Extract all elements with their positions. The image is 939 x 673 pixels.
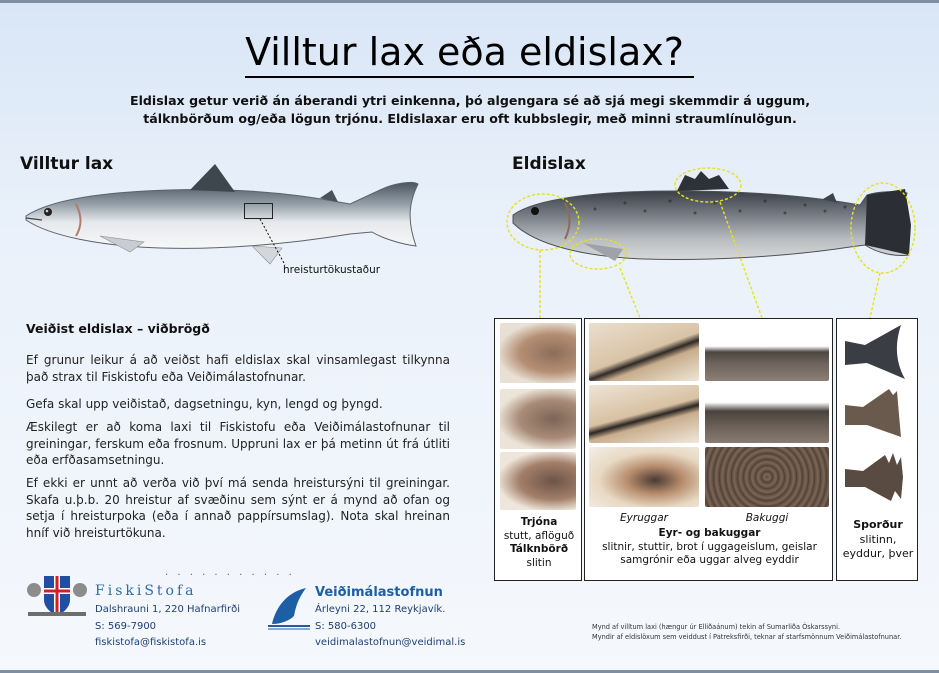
photo-credit-1: Mynd af villtum laxi (hængur úr Elliðaánum) tekin af Sumarliða Óskarssyni. xyxy=(592,623,841,631)
pectoral-fin-photo-1 xyxy=(589,323,699,381)
wild-salmon-label: Villtur lax xyxy=(20,154,114,174)
photo-credit-2: Myndir af eldislöxum sem veiddust í Patreksfirði, teknar af starfsmönnum Veiðimálastofnunar. xyxy=(592,632,902,641)
fiskistofa-address: Dalshrauni 1, 220 Hafnarfirði xyxy=(95,604,241,615)
response-paragraph-1: Ef grunur leikur á að veiðst hafi eldislax skal vinsamlegast tilkynna það strax til Fiskistofu eða Veiðimálastofnunar. xyxy=(26,353,450,384)
snout-caption: Trjóna stutt, aflöguð Tálknbörð slitin xyxy=(503,516,575,569)
fiskistofa-contact xyxy=(95,603,240,650)
decorative-dots: · · · · · · · · · · · xyxy=(165,570,295,581)
photo-credits xyxy=(592,623,901,642)
pectoral-fin-label: Eyruggar xyxy=(620,512,668,524)
page-title: Villtur lax eða eldislax? xyxy=(0,30,939,74)
response-paragraph-4: Ef ekki er unnt að verða við því má senda hreistursýni til greiningar. Skafa u.þ.b. 20 hreistur af svæðinu sem sýnt er á mynd að ofan og setja í hreisturpoka (eða í annað pappírsumslag). Nota skal hreinan hníf við hreisturtökuna. xyxy=(26,476,450,540)
dorsal-fin-photo-3 xyxy=(705,447,829,507)
snout-photo-2 xyxy=(500,389,576,449)
fins-caption: Eyr- og bakuggar slitnir, stuttir, brot í uggageislum, geislar samgrónir eða uggar alveg eyddir xyxy=(602,527,817,566)
response-heading: Veiðist eldislax – viðbrögð xyxy=(26,321,210,336)
farmed-salmon-label: Eldislax xyxy=(512,154,586,174)
tail-photo-2 xyxy=(845,385,911,443)
response-paragraph-2: Gefa skal upp veiðistað, dagsetningu, kyn, lengd og þyngd. xyxy=(26,397,383,411)
snout-photo-1 xyxy=(500,323,576,383)
veidimalastofnun-contact xyxy=(315,603,465,650)
veidimalastofnun-phone: S: 580-6300 xyxy=(315,620,377,632)
snout-photo-3 xyxy=(500,452,576,510)
veidimalastofnun-email: veidimalastofnun@veidimal.is xyxy=(315,637,466,648)
fiskistofa-phone: S: 569-7900 xyxy=(95,620,157,632)
pectoral-fin-photo-3 xyxy=(589,447,699,507)
fins-panel xyxy=(584,318,833,581)
dorsal-fin-photo-2 xyxy=(705,385,829,443)
tail-caption: Sporður slitinn, eyddur, þver xyxy=(842,518,914,560)
dorsal-fin-photo-1 xyxy=(705,323,829,381)
intro-text: Eldislax getur verið án áberandi ytri einkenna, þó algengara sé að sjá megi skemmdir á uggum, tálknbörðum og/eða lögun trjónu. Eldislaxar eru oft kubbslegir, með minni straumlínulögun. xyxy=(130,93,810,126)
snout-panel xyxy=(494,318,582,581)
tail-photo-1 xyxy=(845,323,911,381)
veidimalastofnun-name: Veiðimálastofnun xyxy=(315,585,443,600)
tail-photo-3 xyxy=(845,447,911,507)
response-paragraph-3: Æskilegt er að koma laxi til Fiskistofu eða Veiðimálastofnunar til greiningar, ferskum eða frosnum. Uppruni lax er þá metinn út frá útliti eða erfðasamsetningu. xyxy=(26,420,450,467)
scale-sample-label: hreisturtökustaður xyxy=(283,264,381,276)
iceland-coat-of-arms-icon xyxy=(24,570,90,618)
veidimalastofnun-address: Árleyni 22, 112 Reykjavík. xyxy=(315,604,446,615)
dorsal-fin-label: Bakuggi xyxy=(745,512,789,524)
fiskistofa-name: FiskiStofa xyxy=(95,583,197,599)
tail-panel xyxy=(836,318,918,581)
pectoral-fin-photo-2 xyxy=(589,385,699,443)
fiskistofa-email: fiskistofa@fiskistofa.is xyxy=(95,637,207,648)
veidimalastofnun-fish-logo-icon xyxy=(266,586,312,630)
